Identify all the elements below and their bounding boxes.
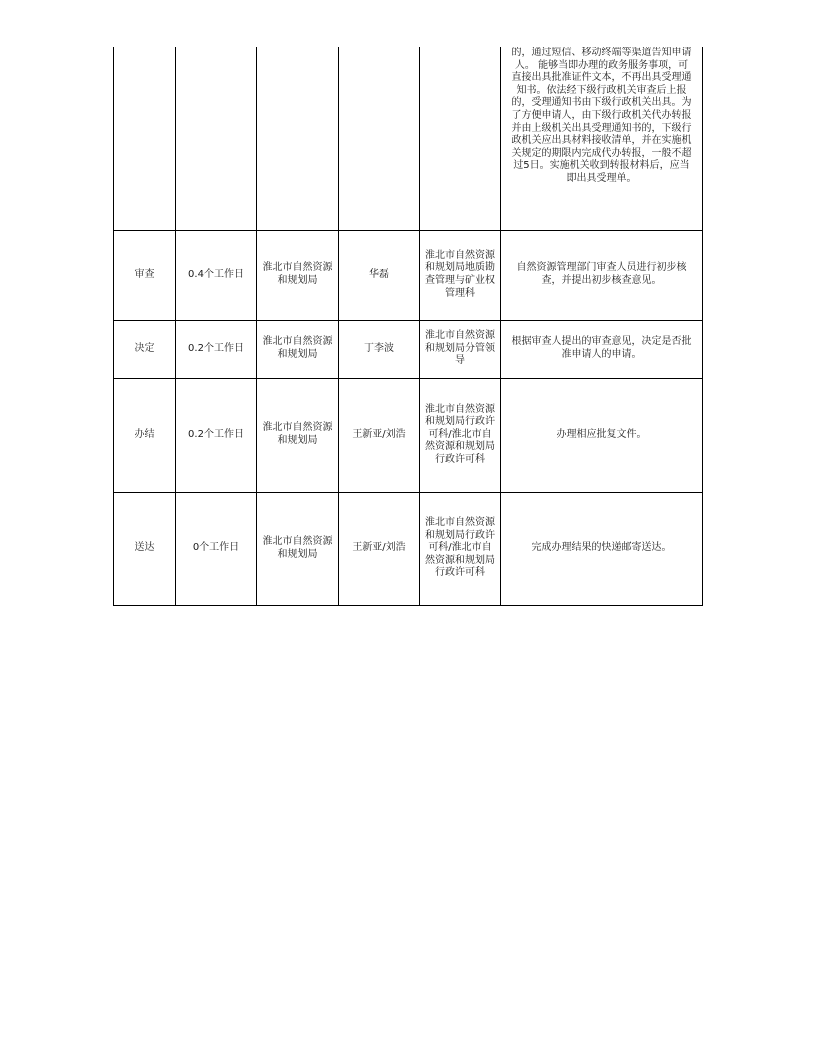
process-table: [113, 47, 703, 606]
duration-cell: [176, 320, 257, 378]
step-cell: [114, 230, 176, 320]
step-text: 审查: [134, 268, 155, 280]
description-text: 自然资源管理部门审查人员进行初步核查，并提出初步核查意见。: [516, 262, 687, 286]
description-cell: [501, 230, 703, 320]
step-cell: [114, 47, 176, 230]
duration-cell: [176, 230, 257, 320]
office-cell: [257, 47, 339, 230]
department-text: 淮北市自然资源和规划局分管领导: [425, 330, 495, 367]
description-cell: [501, 47, 703, 230]
office-text: 淮北市自然资源和规划局: [262, 262, 333, 286]
duration-cell: [176, 47, 257, 230]
department-text: 淮北市自然资源和规划局行政许可科/淮北市自然资源和规划局行政许可科: [425, 517, 495, 579]
duration-text: 0.2个工作日: [188, 342, 244, 354]
handler-text: 王新亚/刘浩: [352, 428, 406, 440]
table-row: [114, 320, 703, 378]
department-cell: [420, 230, 501, 320]
handler-text: 华磊: [369, 268, 389, 280]
office-cell: [257, 230, 339, 320]
description-cell: [501, 378, 703, 492]
table-row-continued: [114, 47, 703, 230]
department-text: 淮北市自然资源和规划局地质勘查管理与矿业权管理科: [425, 249, 495, 299]
duration-text: 0.4个工作日: [188, 268, 244, 280]
step-cell: [114, 320, 176, 378]
office-text: 淮北市自然资源和规划局: [262, 535, 333, 560]
duration-cell: [176, 492, 257, 605]
department-cell: [420, 47, 501, 230]
duration-cell: [176, 378, 257, 492]
step-text: 送达: [134, 542, 155, 554]
department-cell: [420, 378, 501, 492]
department-cell: [420, 320, 501, 378]
step-cell: [114, 378, 176, 492]
handler-cell: [339, 230, 420, 320]
description-cell: [501, 492, 703, 605]
office-cell: [257, 492, 339, 605]
step-text: 决定: [134, 342, 155, 354]
department-text: 淮北市自然资源和规划局行政许可科/淮北市自然资源和规划局行政许可科: [425, 403, 495, 465]
description-cell: [501, 320, 703, 378]
office-text: 淮北市自然资源和规划局: [262, 336, 333, 360]
handler-cell: [339, 492, 420, 605]
office-cell: [257, 320, 339, 378]
description-text: 的，通过短信、移动终端等渠道告知申请人。 能够当即办理的政务服务事项，可直接出具批准证件文本，不再出具受理通知书。依法经下级行政机关审查后上报的，受理通知书由下级行政机关出具。为了方便申请人，由下级行政机关代办转报并由上级机关出具受理通知书的，下级行政机关应出具材料接收清单，并在实施机关规定的期限内完成代办转报，一般不超过5日。实施机关收到转报材料后，应当即出具受理单。: [511, 47, 692, 184]
description-text: 办理相应批复文件。: [556, 428, 647, 440]
handler-cell: [339, 378, 420, 492]
table-row: [114, 492, 703, 605]
handler-cell: [339, 47, 420, 230]
duration-text: 0.2个工作日: [188, 428, 244, 440]
table-row: [114, 378, 703, 492]
table-row: [114, 230, 703, 320]
description-text: 根据审查人提出的审查意见，决定是否批准申请人的申请。: [511, 336, 692, 360]
office-cell: [257, 378, 339, 492]
handler-cell: [339, 320, 420, 378]
description-text: 完成办理结果的快递邮寄送达。: [531, 542, 672, 554]
step-text: 办结: [134, 428, 155, 440]
department-cell: [420, 492, 501, 605]
handler-text: 王新亚/刘浩: [352, 542, 406, 554]
duration-text: 0个工作日: [192, 542, 240, 554]
office-text: 淮北市自然资源和规划局: [262, 422, 333, 446]
handler-text: 丁李波: [364, 342, 394, 354]
step-cell: [114, 492, 176, 605]
